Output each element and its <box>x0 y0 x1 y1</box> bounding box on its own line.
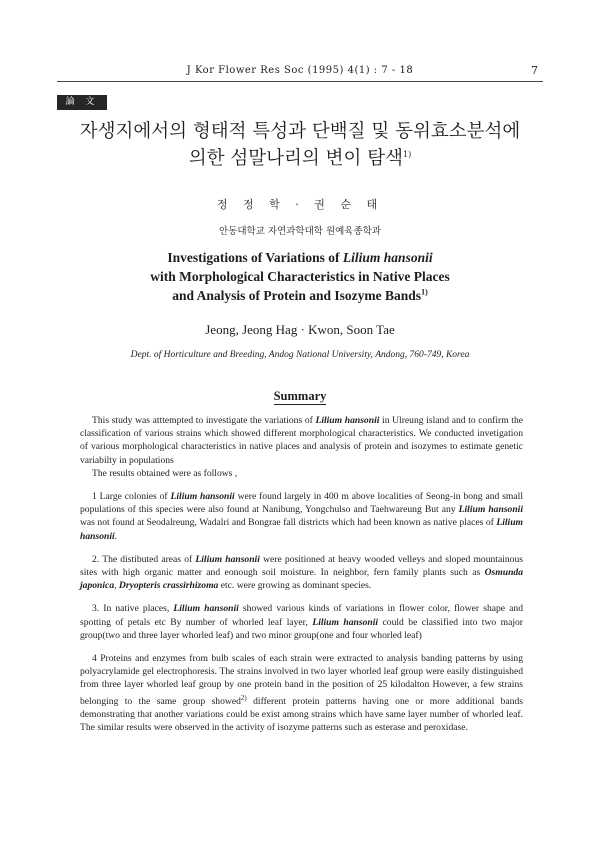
species-name: Lilium hansonii <box>312 616 379 628</box>
title-english-line-1 <box>60 248 540 267</box>
title-english-species: Lilium hansonii <box>342 250 433 265</box>
authors-english: Jeong, Jeong Hag · Kwon, Soon Tae <box>205 322 395 337</box>
p2-text-b: were positioned at heavy wooded velleys and sloped mountainous sites with high organic matter and eonough soil moisture. In neighbor, fern family plants such as <box>80 553 524 579</box>
summary-heading-text: Summary <box>273 389 327 403</box>
summary-paragraph-4 <box>80 652 523 734</box>
species-name: Lilium hansonii <box>458 504 524 516</box>
species-name: Lilium hansonii <box>173 603 239 615</box>
title-korean-line-1: 자생지에서의 형태적 특성과 단백질 및 동위효소분석에 <box>79 121 521 142</box>
journal-citation: J Kor Flower Res Soc (1995) 4(1) : 7 - 18 <box>186 65 414 76</box>
title-english <box>60 248 540 305</box>
title-korean <box>40 118 560 172</box>
summary-intro <box>80 414 523 467</box>
species-name: Lilium hansonii <box>195 553 260 565</box>
p1-text-a: 1 Large colonies of <box>92 491 171 503</box>
footnote-mark: 2) <box>240 693 247 702</box>
summary-body <box>80 414 523 734</box>
authors-korean: 정 정 학 · 권 순 태 <box>216 198 384 211</box>
title-english-line-1-text: Investigations of Variations of <box>167 250 343 265</box>
page-number: 7 <box>531 64 538 77</box>
title-korean-footnote-mark: 1) <box>403 149 412 159</box>
p1-text-d: . <box>114 530 118 542</box>
summary-heading <box>0 389 600 404</box>
summary-paragraph-2 <box>80 553 523 593</box>
title-english-line-3-text: and Analysis of Protein and Isozyme Bands <box>172 288 422 303</box>
species-name: Lilium hansonii <box>170 491 235 503</box>
title-english-line-2: with Morphological Characteristics in Native Places <box>150 269 450 284</box>
species-name: Lilium hansonii <box>80 517 523 542</box>
affiliation-english: Dept. of Horticulture and Breeding, Andog National University, Andong, 760-749, Korea <box>130 350 470 360</box>
p2-text-c: , <box>114 580 119 592</box>
p1-text-b: were found largely in 400 m above localities of Seong-in bong and small populations of this species were also found at Nanibung, Yongchulso and Taehwareung But any <box>80 491 523 516</box>
affiliation-korean: 안동대학교 자연과학대학 원예육종학과 <box>218 226 382 237</box>
species-name: Osmunda japonica <box>80 567 523 592</box>
p1-text-c: was not found at Seodalreung, Wadalri and Bongrae fall districts which had been known as native places of <box>80 517 497 529</box>
p4-text-a: 4 Proteins and enzymes from bulb scales of each strain were extracted to analysis banding patterns by using polyacrylamide gel electrophoresis. The strains involved in two layer whorled leaf group were easily distinguished from three layer whorled leaf group by one protein band in the position of 25 kilodalton However, a few strains belonging to the same group showed <box>80 653 523 707</box>
title-korean-line-2-text: 의한 섬말나리의 변이 탐색 <box>188 148 403 169</box>
title-english-footnote-mark: 1) <box>421 287 428 297</box>
p4-text-b: different protein patterns having one or more additional bands demonstrating that another variations could be exist among strains which have same layer number of whorled leaf. The similar results were observed in the activity of isozyme patterns such as esterase and peroxidase. <box>80 695 524 734</box>
section-tag: 論 文 <box>57 95 107 110</box>
p3-text-b: showed various kinds of variations in flower color, flower shape and spotting of petals etc By number of whorled leaf layer, <box>80 603 524 628</box>
p2-text-d: etc. were growing as dominant species. <box>218 580 372 592</box>
title-english-line-3 <box>60 286 540 305</box>
header-rule <box>57 81 543 82</box>
summary-paragraph-1 <box>80 490 523 543</box>
title-korean-line-2 <box>40 145 560 172</box>
summary-intro-text-a: This study was atttempted to investigate the variations of <box>92 415 316 426</box>
summary-intro-text-b: in Ulreung island and to confirm the classification of various strains which showed different morphological characteristics. We conducted invetigation of various morphological characteristics in native places and analysis of protein and isozymes to estimate genetic variabilty in populations <box>80 415 523 466</box>
species-name: Lilium hansonii <box>315 415 380 426</box>
summary-results-line: The results obtained were as follows , <box>92 467 238 479</box>
p3-text-c: could be classified into two major group(two and three layer whorled leaf) and two minor group(one and four whorled leaf) <box>80 616 524 641</box>
p3-text-a: 3. In native places, <box>92 603 174 615</box>
summary-paragraph-3 <box>80 602 523 642</box>
species-name: Dryopteris crassirhizoma <box>118 580 219 592</box>
p2-text-a: 2. The distibuted areas of <box>92 553 196 565</box>
